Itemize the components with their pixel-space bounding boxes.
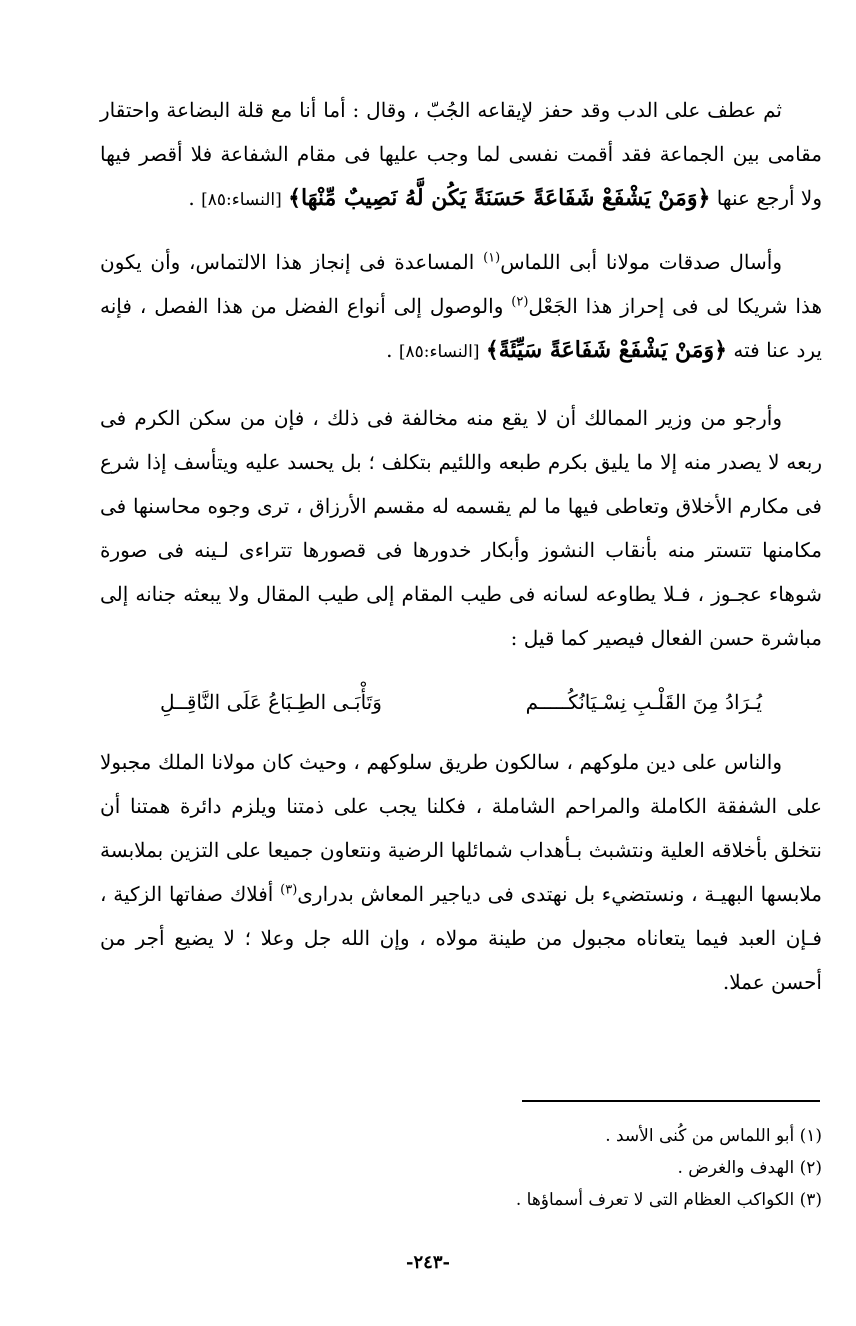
footnote-separator [522,1100,820,1102]
footnote-3: (٣) الكواكب العظام التى لا تعرف أسماؤها . [515,1190,822,1210]
quran-citation-1: [النساء:٨٥] [201,190,282,210]
footnote-2: (٢) الهدف والغرض . [677,1158,822,1178]
paragraph-4-text-b: أفلاك صفاتها الزكية ، فـإن العبد فيما يتعاناه مجبول من طينة مولاه ، وإن الله جل وعلا ؛ لا يضيع أجر من أحسن عملا. [100,882,822,994]
paragraph-3-text: وأرجو من وزير الممالك أن لا يقع منه مخالفة فى ذلك ، فإن من سكن الكرم فى ربعه لا يصدر منه إلا ما يليق بكرم طبعه واللئيم بتكلف ؛ بل يحسد عليه ويتأسف إذا شرع فى مكارم الأخلاق وتعاطى فيها ما لم يقسمه له مقسم الأرزاق ، ترى وجوه محاسنها فى مكامنها تتستر منه بأنقاب النشوز وأبكار خدورها فى قصورها تتراءى لـينه فى صورة شوهاء عجـوز ، فـلا يطاوعه لسانه فى طيب المقام إلى طيب المقال ولا يبعثه جنانه إلى مباشرة حسن الفعال فيصير كما قيل : [100,406,822,650]
paragraph-2-end: . [386,338,399,362]
paragraph-1-text: ثم عطف على الدب وقد حفز لإيقاعه الجُبّ ، وقال : أما أنا مع قلة البضاعة واحتقار مقامى بين الجماعة فقد أقمت نفسى لما وجب عليها فى مقام الشفاعة فلا أقصر فيها ولا أرجع عنها [100,98,822,210]
paragraph-1 [100,88,822,222]
footnotes [100,1120,822,1216]
footnote-ref-1: (١) [483,250,501,266]
paragraph-2-text-c: والوصول إلى أنواع الفضل من هذا الفصل ، فإنه يرد عنا فته [100,294,822,362]
quran-verse-1: ﴿وَمَنْ يَشْفَعْ شَفَاعَةً حَسَنَةً يَكُن لَّهُ نَصِيبٌ مِّنْهَا﴾ [288,185,711,211]
page-number: -٢٤٣- [406,1252,450,1273]
footnote-ref-2: (٢) [511,294,529,310]
paragraph-4 [100,740,822,1004]
paragraph-4-text-a: والناس على دين ملوكهم ، سالكون طريق سلوكهم ، وحيث كان مولانا الملك مجبولا على الشفقة الكاملة والمراحم الشاملة ، فكلنا يجب على ذمتنا ويلزم دائرة همتنا أن نتخلق بأخلاقه العلية ونتشبث بـأهداب شمائلها الرضية ونتعاون جميعا على التزين بملابسة ملابسها البهيـة ، ونستضيء بل نهتدى فى دياجير المعاش بدرارى [100,750,822,906]
main-text [100,88,822,1026]
verse-hemistich-right: يُـرَادُ مِنَ القَلْـبِ نِسْـيَانُكُـــــم [525,690,762,714]
quran-verse-2: ﴿وَمَنْ يَشْفَعْ شَفَاعَةً سَيِّئَةً﴾ [485,337,728,363]
footnote-ref-3: (٣) [280,882,298,898]
quran-citation-2: [النساء:٨٥] [398,342,480,362]
paragraph-1-end: . [188,186,202,210]
verse-hemistich-left: وَتَأْبَـى الطِـبَاعُ عَلَى النَّاقِــلِ [160,690,382,714]
paragraph-2 [100,240,822,374]
footnote-1: (١) أبو اللماس من كُنى الأسد . [605,1126,822,1146]
paragraph-2-text-a: وأسال صدقات مولانا أبى اللماس [500,250,782,274]
paragraph-3 [100,396,822,660]
poetry-verse [160,682,762,722]
paragraph-2-text-b: المساعدة فى إنجاز هذا الالتماس، وأن يكون هذا شريكا لى فى إحراز هذا الجَعْل [100,250,822,318]
